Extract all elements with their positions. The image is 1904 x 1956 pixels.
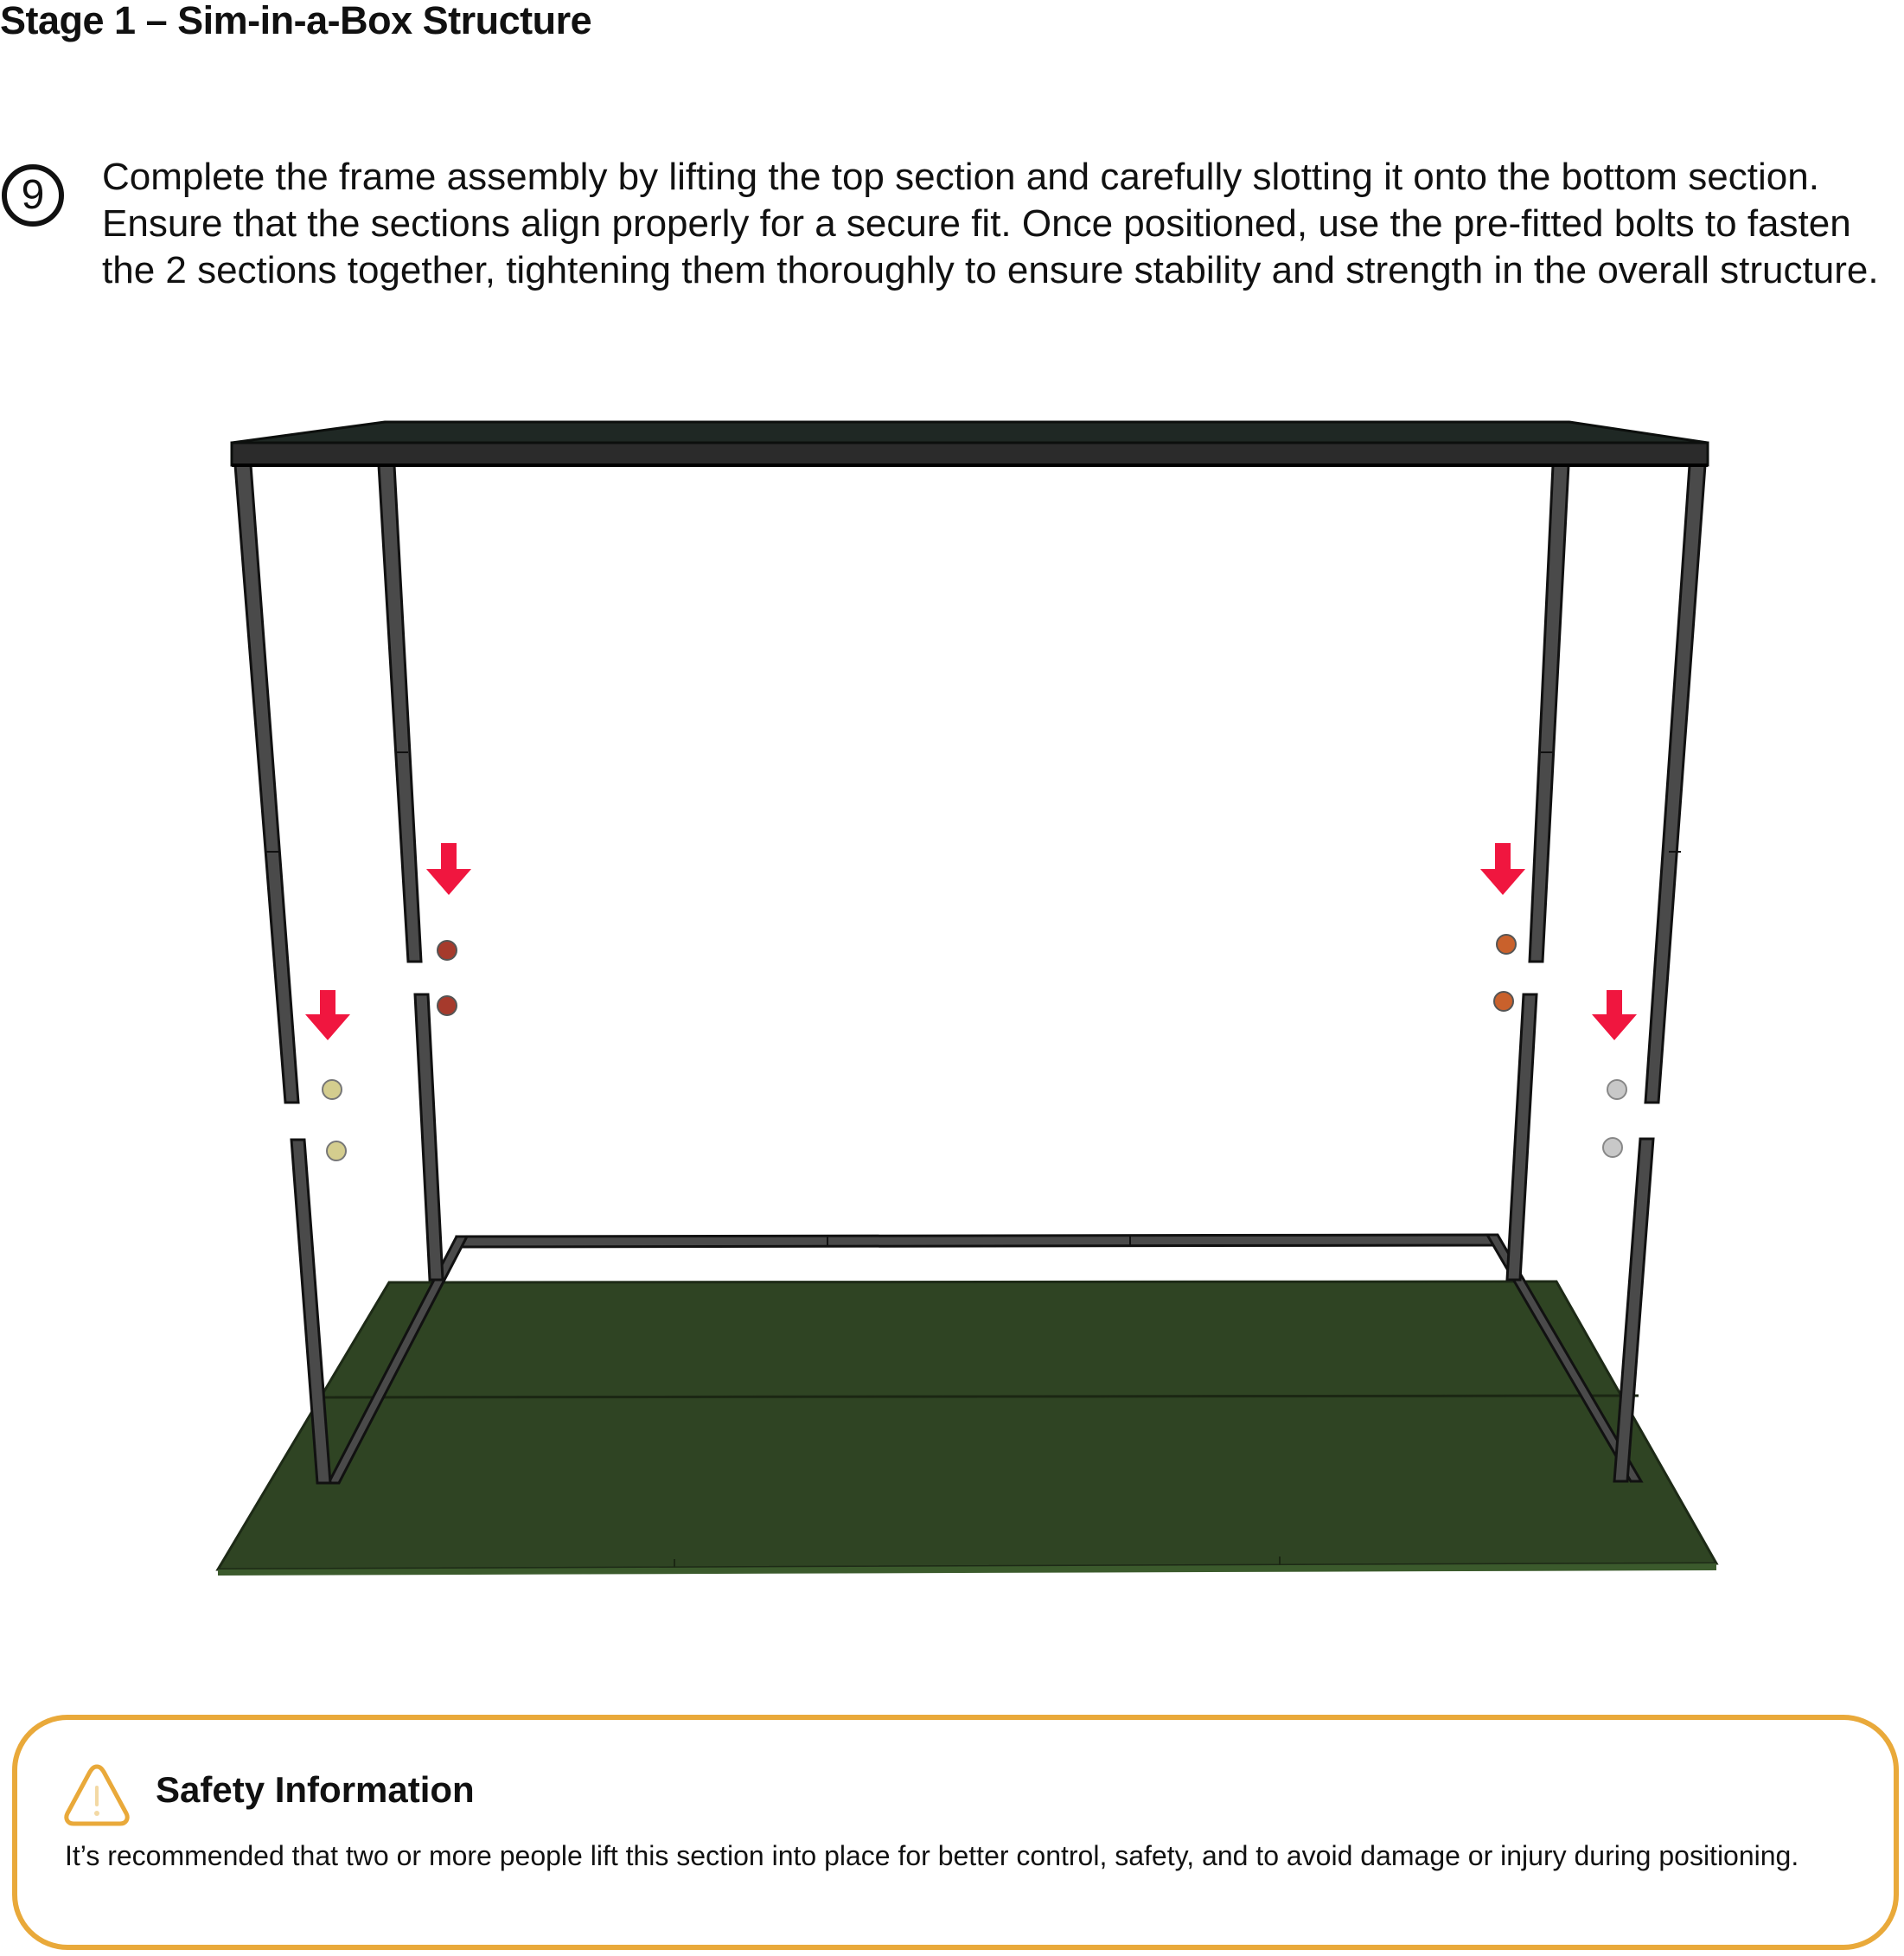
step-number-badge: [2, 164, 64, 227]
bolt-marker-icon: [438, 941, 457, 1015]
down-arrow-icon: [1592, 990, 1637, 1040]
down-arrow-icon: [1480, 843, 1525, 895]
safety-information-box: [12, 1715, 1899, 1950]
safety-text: It’s recommended that two or more people lift this section into place for better control, safety, and to avoid damage or injury during positioning.: [65, 1840, 1799, 1871]
down-arrow-icon: [426, 843, 471, 895]
warning-triangle-icon: [62, 1761, 131, 1829]
safety-title: Safety Information: [156, 1769, 475, 1810]
bolt-marker-icon: [323, 1080, 346, 1160]
step-instruction-text: Complete the frame assembly by lifting the top section and carefully slotting it onto the bottom section. Ensure that the sections align properly for a secure fit. Once positioned, use the pre-fitted bolts to fasten the 2 sections together, tightening them thoroughly to ensure stability and strength in the overall structure.: [102, 156, 1879, 291]
top-panel: [232, 422, 1708, 465]
down-arrow-icon: [305, 990, 350, 1040]
bolt-marker-icon: [1494, 935, 1516, 1011]
frame-assembly-diagram: [0, 398, 1904, 1591]
floor-mat: [218, 1282, 1716, 1576]
bolt-marker-icon: [1603, 1080, 1626, 1157]
step-number: 9: [21, 172, 45, 218]
page-title: Stage 1 – Sim-in-a-Box Structure: [0, 0, 592, 42]
